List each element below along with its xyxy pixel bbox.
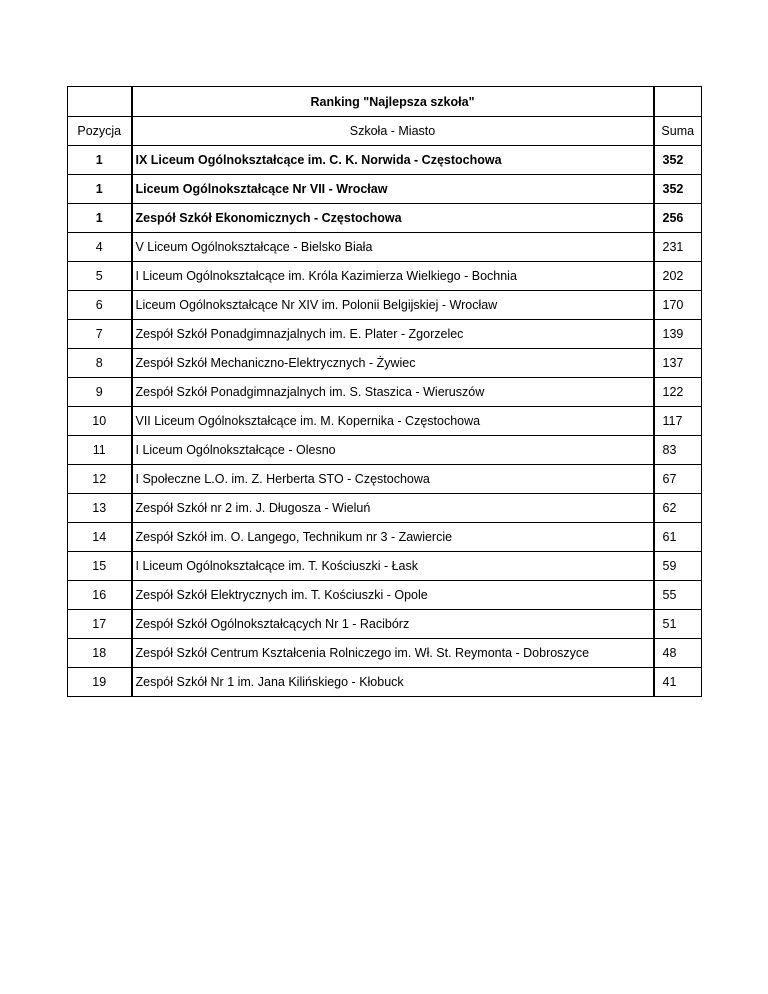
school-cell: Zespół Szkół Nr 1 im. Jana Kilińskiego - Kłobuck [132, 668, 654, 697]
position-cell: 18 [68, 639, 132, 668]
sum-cell: 256 [654, 204, 702, 233]
position-cell: 7 [68, 320, 132, 349]
school-cell: I Liceum Ogólnokształcące im. Króla Kazimierza Wielkiego - Bochnia [132, 262, 654, 291]
school-cell: I Liceum Ogólnokształcące - Olesno [132, 436, 654, 465]
position-cell: 9 [68, 378, 132, 407]
sum-cell: 55 [654, 581, 702, 610]
header-school: Szkoła - Miasto [132, 117, 654, 146]
sum-cell: 48 [654, 639, 702, 668]
school-cell: Zespół Szkół Centrum Kształcenia Rolniczego im. Wł. St. Reymonta - Dobroszyce [132, 639, 654, 668]
sum-cell: 67 [654, 465, 702, 494]
table-row [68, 436, 702, 465]
table-row [68, 581, 702, 610]
position-cell: 10 [68, 407, 132, 436]
table-row [68, 407, 702, 436]
header-position: Pozycja [68, 117, 132, 146]
table-row [68, 320, 702, 349]
position-cell: 1 [68, 204, 132, 233]
position-cell: 5 [68, 262, 132, 291]
position-cell: 4 [68, 233, 132, 262]
position-cell: 19 [68, 668, 132, 697]
sum-cell: 83 [654, 436, 702, 465]
title-row [68, 87, 702, 117]
table-row [68, 639, 702, 668]
sum-cell: 41 [654, 668, 702, 697]
position-cell: 15 [68, 552, 132, 581]
school-cell: Zespół Szkół Mechaniczno-Elektrycznych - Żywiec [132, 349, 654, 378]
position-cell: 8 [68, 349, 132, 378]
sum-cell: 352 [654, 175, 702, 204]
position-cell: 1 [68, 146, 132, 175]
header-sum: Suma [654, 117, 702, 146]
sum-cell: 62 [654, 494, 702, 523]
position-cell: 17 [68, 610, 132, 639]
table-row [68, 668, 702, 697]
sum-cell: 352 [654, 146, 702, 175]
position-cell: 11 [68, 436, 132, 465]
school-cell: Liceum Ogólnokształcące Nr XIV im. Polonii Belgijskiej - Wrocław [132, 291, 654, 320]
table-row [68, 349, 702, 378]
sum-cell: 117 [654, 407, 702, 436]
school-cell: VII Liceum Ogólnokształcące im. M. Kopernika - Częstochowa [132, 407, 654, 436]
school-cell: Zespół Szkół Ponadgimnazjalnych im. E. Plater - Zgorzelec [132, 320, 654, 349]
table-row [68, 552, 702, 581]
school-cell: Zespół Szkół Ekonomicznych - Częstochowa [132, 204, 654, 233]
school-cell: I Społeczne L.O. im. Z. Herberta STO - Częstochowa [132, 465, 654, 494]
table-title: Ranking "Najlepsza szkoła" [132, 87, 654, 117]
title-corner-left [68, 87, 132, 117]
school-cell: Liceum Ogólnokształcące Nr VII - Wrocław [132, 175, 654, 204]
position-cell: 16 [68, 581, 132, 610]
position-cell: 14 [68, 523, 132, 552]
table-row [68, 610, 702, 639]
title-corner-right [654, 87, 702, 117]
sum-cell: 59 [654, 552, 702, 581]
school-cell: V Liceum Ogólnokształcące - Bielsko Biała [132, 233, 654, 262]
position-cell: 12 [68, 465, 132, 494]
sum-cell: 51 [654, 610, 702, 639]
table-row [68, 146, 702, 175]
school-cell: Zespół Szkół im. O. Langego, Technikum nr 3 - Zawiercie [132, 523, 654, 552]
school-cell: Zespół Szkół nr 2 im. J. Długosza - Wieluń [132, 494, 654, 523]
table-row [68, 204, 702, 233]
school-cell: IX Liceum Ogólnokształcące im. C. K. Norwida - Częstochowa [132, 146, 654, 175]
table-row [68, 523, 702, 552]
table-row [68, 175, 702, 204]
table-row [68, 494, 702, 523]
sum-cell: 137 [654, 349, 702, 378]
school-cell: Zespół Szkół Ponadgimnazjalnych im. S. Staszica - Wieruszów [132, 378, 654, 407]
sum-cell: 139 [654, 320, 702, 349]
header-row [68, 117, 702, 146]
ranking-table [67, 86, 702, 697]
school-cell: I Liceum Ogólnokształcące im. T. Kościuszki - Łask [132, 552, 654, 581]
sum-cell: 122 [654, 378, 702, 407]
school-cell: Zespół Szkół Elektrycznych im. T. Kościuszki - Opole [132, 581, 654, 610]
table-row [68, 465, 702, 494]
table-row [68, 233, 702, 262]
position-cell: 1 [68, 175, 132, 204]
sum-cell: 202 [654, 262, 702, 291]
sum-cell: 170 [654, 291, 702, 320]
table-row [68, 262, 702, 291]
table-row [68, 291, 702, 320]
school-cell: Zespół Szkół Ogólnokształcących Nr 1 - Racibórz [132, 610, 654, 639]
position-cell: 13 [68, 494, 132, 523]
sum-cell: 61 [654, 523, 702, 552]
position-cell: 6 [68, 291, 132, 320]
table-row [68, 378, 702, 407]
sum-cell: 231 [654, 233, 702, 262]
